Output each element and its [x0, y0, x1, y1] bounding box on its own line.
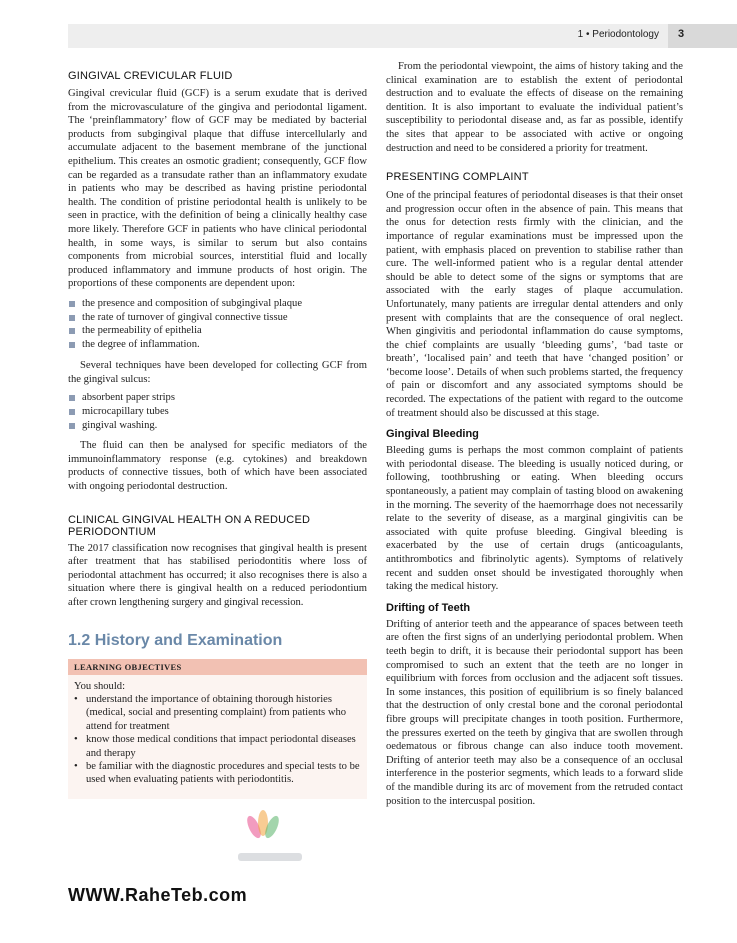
list-item: • be familiar with the diagnostic procedures and special tests to be used when evaluating patients with periodontitis.	[74, 760, 361, 787]
list-item: • understand the importance of obtaining thorough histories (medical, social and presenting complaint) from patients who attend for treatment	[74, 693, 361, 733]
gcf-paragraph-2: Several techniques have been developed for collecting GCF from the gingival sulcus:	[68, 360, 367, 385]
watermark-site[interactable]: WWW.RaheTeb.com	[68, 885, 248, 905]
list-item: the rate of turnover of gingival connective tissue	[68, 311, 367, 325]
learning-objectives-bar: LEARNING OBJECTIVES	[68, 659, 367, 675]
list-item: the permeability of epithelia	[68, 324, 367, 338]
section-heading-gcf: GINGIVAL CREVICULAR FLUID	[68, 70, 233, 82]
right-column	[386, 60, 683, 808]
subheading-gingival-bleeding: Gingival Bleeding	[386, 428, 479, 441]
list-item: absorbent paper strips	[68, 391, 367, 405]
chapter-section-title: 1.2 History and Examination	[68, 631, 283, 649]
gcf-factor-list	[68, 297, 367, 351]
drifting-teeth-paragraph: Drifting of anterior teeth and the appearance of spaces between teeth are often the first signs of an underlying periodontal problem. When teeth begin to drift, it is because their periodontal support has been compromised to such an extent that the teeth are no longer in equilibrium with forces from occlusion and the adjacent soft tissues. In some instances, this position of equilibrium is so finely balanced that the destruction of only crestal bone and the coronal periodontal fibre groups will precipitate changes in tooth position. Furthermore, the pressures exerted on the teeth by gingiva that are swollen through oedematous or fibrous change can also induce tooth movement. Drifting of anterior teeth may also be a consequence of an occlusal interference in the posterior segments, which leads to a forward slide of the mandible during its arc of movement from the retruded contact position to the intercuspal position.	[386, 618, 683, 807]
intro-paragraph: From the periodontal viewpoint, the aims of history taking and the clinical examination are to establish the extent of periodontal destruction and to evaluate the effects of disease on the remaining dentition. It is also important to evaluate the individual patient’s susceptibility to periodontal disease and, as far as possible, identify the sites that appear to be associated with active or ongoing destruction and need to be considered a priority for treatment.	[386, 61, 683, 154]
watermark-logo	[230, 805, 310, 875]
learning-objectives-list	[74, 693, 361, 787]
gcf-paragraph-3: The fluid can then be analysed for specific mediators of the immunoinflammatory response (e.g. cytokines) and breakdown products of connective tissues, both of which have been associated with ongoing periodontal destruction.	[68, 440, 367, 493]
page-number: 3	[677, 28, 685, 40]
list-item: the presence and composition of subgingival plaque	[68, 297, 367, 311]
presenting-complaint-paragraph: One of the principal features of periodontal diseases is that their onset and progression occur often in the absence of pain. This means that the onus for detection rests firmly with the clinician, and the importance of regular examinations must be impressed upon the patient, with emphasis placed on prevention to stabilise rather than cure. The well-informed patient who is a regular dental attender should be able to detect some of the signs or symptoms that are associated with the early stages of plaque accumulation. Unfortunately, many patients are irregular dental attenders and only present with complaints that are the consequence of oral neglect. When gingivitis and periodontal inflammation do cause symptoms, the chief complaints are usually ‘bleeding gums’, ‘bad taste or breath’, ‘localised pain’ and teeth that have ‘changed position’ or ‘become loose’. Details of when such problems started, the frequency of pain or discomfort and any associated symptoms should be recorded. The expectations of the patient with regard to the outcome of treatment should also be discussed at this stage.	[386, 190, 683, 419]
section-heading-cgh-line1: CLINICAL GINGIVAL HEALTH ON A REDUCED	[68, 513, 311, 526]
learning-objectives-intro: You should:	[74, 680, 126, 692]
learning-objectives-box	[68, 675, 367, 799]
gingival-bleeding-paragraph: Bleeding gums is perhaps the most common complaint of patients with periodontal disease. The bleeding is usually noticed during, or following, toothbrushing or eating. When bleeding occurs spontaneously, a patient may complain of tasting blood on awakening in the morning. The severity of the haemorrhage does not necessarily relate to the severity of disease, as a marginal gingivitis can be associated with quite profuse bleeding. Gingival bleeding is exacerbated by the use of certain drugs (anticoagulants, antithrombotics and fibrinolytic agents). Symptoms of relatively recent and sudden onset should be investigated thoroughly when taking the medical history.	[386, 445, 683, 593]
cgh-paragraph: The 2017 classification now recognises that gingival health is present after treatment that has stabilised periodontitis where loss of periodontal attachment has occurred; it also recognises there is also a situation where there is gingival health on a reduced periodontium after crown lengthening surgery and gingival recession.	[68, 542, 367, 608]
left-column	[68, 60, 367, 799]
section-heading-cgh-line2: PERIODONTIUM	[68, 525, 156, 538]
running-title: 1 • Periodontology	[577, 29, 659, 40]
gcf-technique-list	[68, 391, 367, 432]
subheading-drifting-of-teeth: Drifting of Teeth	[386, 601, 471, 614]
section-heading-presenting-complaint: PRESENTING COMPLAINT	[386, 171, 529, 184]
list-item: • know those medical conditions that impact periodontal diseases and therapy	[74, 733, 361, 760]
gcf-paragraph-1: Gingival crevicular fluid (GCF) is a serum exudate that is derived from the microvasculature of the gingiva and periodontal ligament. The ‘preinflammatory’ flow of GCF may be mediated by bacterial products from subgingival plaque that diffuse intercellularly and accumulate adjacent to the basement membrane of the junctional epithelium. This creates an osmotic gradient; consequently, GCF flow can be regarded as a transudate rather than an inflammatory exudate in patients who may be described as having pristine periodontal health. The condition of pristine periodontal health is unlikely to be seen in practice, with the definition of being a clinically healthy case more likely. Therefore GCF in patients who have clinical periodontal health, in some ways, is similar to serum but also contains components from microbial sources, interstitial fluid and locally produced inflammatory and immune products of host origin. The proportions of these components are dependent upon:	[68, 88, 367, 290]
list-item: gingival washing.	[68, 419, 367, 433]
list-item: the degree of inflammation.	[68, 338, 367, 352]
list-item: microcapillary tubes	[68, 405, 367, 419]
